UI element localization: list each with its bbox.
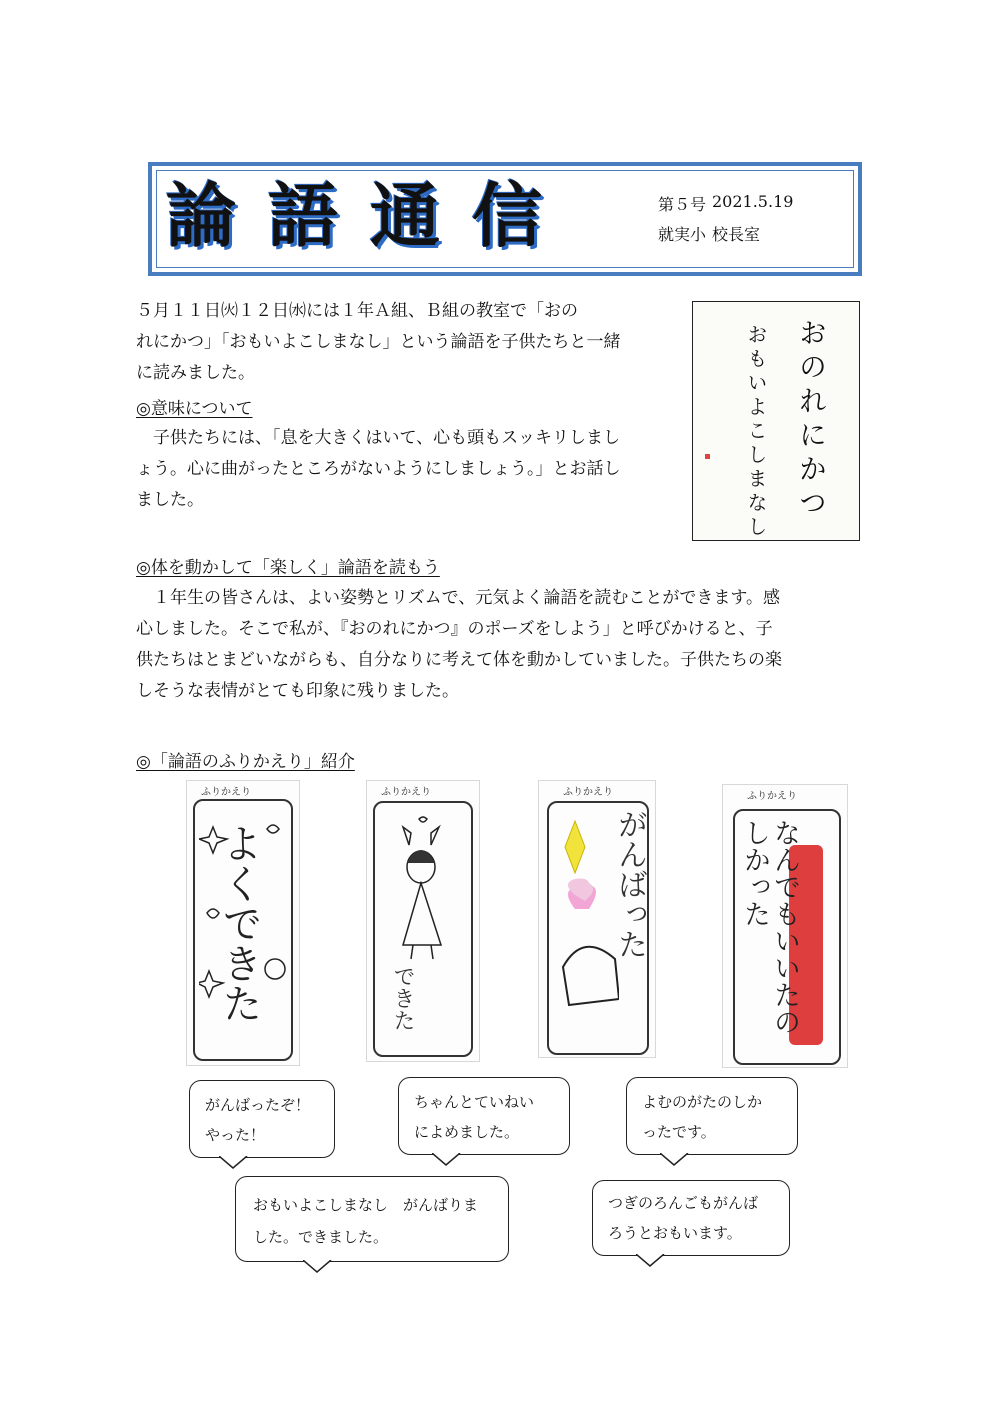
handwritten-text: なんでもいいたのしかった: [739, 819, 800, 1035]
meaning-line: 子供たちには、「息を大きくはいて、心も頭もスッキリしまし: [136, 428, 620, 448]
move-heading: ◎体を動かして「楽しく」論語を読もう: [136, 558, 440, 578]
bubble-tail: [432, 1153, 462, 1167]
speech-bubble: [398, 1077, 570, 1155]
issue-number: 第５号: [658, 195, 707, 214]
reflection-card: [186, 780, 300, 1066]
handwritten-text: よくできた: [216, 823, 262, 1023]
meaning-line: ょう。心に曲がったところがないようにしましょう。」とお話し: [136, 459, 621, 479]
bubble-tail: [303, 1260, 333, 1274]
newsletter-header: [148, 162, 862, 276]
office-name: 校長室: [712, 225, 761, 244]
intro-paragraph: [136, 296, 681, 389]
bubble-line: ろうとおもいます。: [608, 1224, 742, 1242]
calligraphy-column-1: おのれにかつ: [795, 318, 828, 522]
reflection-card: [722, 784, 848, 1068]
move-paragraph: [136, 583, 876, 707]
bubble-line: した。できました。: [253, 1228, 389, 1246]
handwritten-text: できた: [390, 965, 415, 1031]
bubble-line: ちゃんとていねい: [414, 1093, 535, 1111]
bubble-line: によめました。: [414, 1123, 520, 1141]
bubble-tail: [660, 1153, 690, 1167]
bubble-tail: [636, 1254, 666, 1268]
doodle-stars: [199, 821, 289, 1041]
reflection-card: [366, 780, 480, 1062]
reflection-heading: ◎「論語のふりかえり」紹介: [136, 752, 355, 772]
meaning-paragraph: [136, 423, 681, 516]
speech-bubble: [592, 1180, 790, 1256]
speech-bubble: [235, 1176, 509, 1262]
intro-line: に読みました。: [136, 363, 255, 383]
move-line: 心しました。そこで私が、『おのれにかつ』のポーズをしよう」と呼びかけると、子: [136, 619, 773, 639]
school-name: 就実小: [658, 225, 707, 244]
bubble-line: がんばったぞ！: [205, 1096, 311, 1114]
bubble-line: よむのがたのしか: [642, 1093, 763, 1111]
calligraphy-column-2: おもいよこしまなし: [744, 324, 768, 540]
meaning-heading: ◎意味について: [136, 399, 253, 419]
intro-line: ５月１１日㈫１２日㈬には１年Ａ組、Ｂ組の教室で「おの: [136, 301, 578, 321]
red-seal-stamp: [705, 454, 710, 459]
move-line: １年生の皆さんは、よい姿勢とリズムで、元気よく論語を読むことができます。感: [136, 588, 780, 608]
move-line: しそうな表情がとても印象に残りました。: [136, 681, 459, 701]
calligraphy-image: [692, 301, 860, 541]
bubble-line: おもいよこしまなし がんばりま: [253, 1196, 479, 1214]
bubble-line: ったです。: [642, 1123, 716, 1141]
bubble-line: つぎのろんごもがんば: [608, 1194, 759, 1212]
speech-bubble: [189, 1080, 335, 1158]
reflection-card: [538, 780, 656, 1058]
speech-bubble: [626, 1077, 798, 1155]
move-line: 供たちはとまどいながらも、自分なりに考えて体を動かしていました。子供たちの楽: [136, 650, 782, 670]
meaning-line: ました。: [136, 490, 204, 510]
newsletter-title: 論語通信: [166, 175, 574, 257]
card-heading: ふりかえり: [747, 791, 797, 802]
issue-date: 2021.5.19: [712, 192, 794, 211]
card-heading: ふりかえり: [201, 787, 251, 798]
bubble-line: やった！: [205, 1126, 266, 1144]
handwritten-text: がんばった: [612, 809, 647, 959]
bubble-tail: [219, 1156, 249, 1170]
card-heading: ふりかえり: [563, 787, 613, 798]
card-heading: ふりかえり: [381, 787, 431, 798]
intro-line: れにかつ」「おもいよこしまなし」という論語を子供たちと一緒: [136, 332, 621, 352]
girl-drawing-icon: [383, 815, 463, 965]
